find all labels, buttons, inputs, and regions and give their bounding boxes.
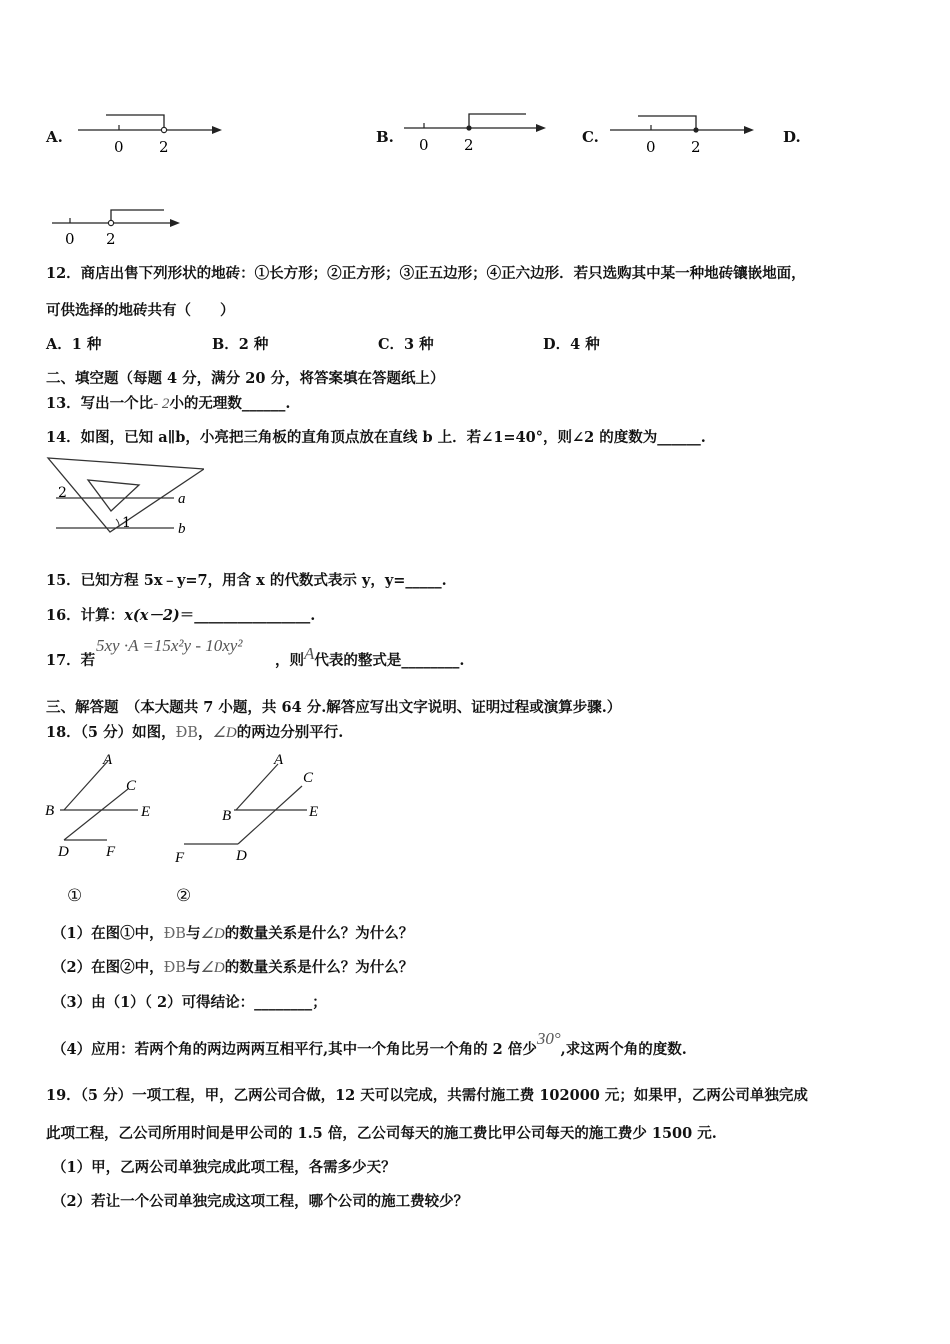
point-f: F: [106, 844, 116, 860]
q17-text: [46, 649, 95, 670]
q17-suffix: 代表的整式是________.: [314, 652, 465, 669]
sub4-math: 30°: [536, 1029, 561, 1048]
q13-suffix: 小的无理数______.: [169, 395, 291, 412]
q18-figure-2: [172, 748, 332, 868]
q16-expr: x(x－2): [124, 607, 180, 624]
point-d: D: [236, 848, 247, 864]
point-e: E: [141, 804, 151, 820]
q18-sub1: [52, 922, 413, 943]
q17-math: 5xy ·A =15x²y - 10xy²: [96, 636, 243, 655]
sub1-angle-d: ∠D: [200, 926, 225, 942]
sub2-mid: 与: [185, 959, 201, 976]
q12-option-a: A．1 种: [46, 336, 102, 353]
q16-suffix: ＝________________.: [179, 607, 316, 624]
tick-2: 2: [464, 136, 474, 154]
q17-prefix: 17．若: [46, 652, 96, 669]
tick-2: 2: [106, 230, 116, 248]
q11-option-d-label: D.: [783, 128, 801, 146]
sub2-suffix: 的数量关系是什么？为什么？: [224, 959, 414, 976]
tick-2: 2: [691, 138, 701, 156]
q13-prefix: 13．写出一个比: [46, 395, 154, 412]
section-3-heading: 三、解答题 （本大题共 7 小题，共 64 分.解答应写出文字说明、证明过程或演算步骤.）: [46, 699, 622, 716]
sub1-prefix: （1）在图①中，: [52, 925, 164, 942]
q19-line1: 19．（5 分）一项工程，甲，乙两公司合做，12 天可以完成，共需付施工费 102000 元；如果甲，乙两公司单独完成: [46, 1087, 808, 1104]
angle-2-label: 2: [58, 485, 67, 501]
sub2-angle-b: ÐB: [163, 960, 186, 976]
sub1-suffix: 的数量关系是什么？为什么？: [224, 925, 414, 942]
q18-figure-1: [40, 748, 175, 863]
q18-suffix: 的两边分别平行.: [236, 724, 344, 741]
q12-option-d: D．4 种: [543, 336, 600, 353]
q19-sub2: （2）若让一个公司单独完成这项工程，哪个公司的施工费较少？: [52, 1193, 469, 1210]
tick-0: 0: [114, 138, 124, 156]
q11-number-line-b: [402, 108, 552, 158]
sub1-angle-b: ÐB: [163, 926, 186, 942]
q18-text: [46, 721, 343, 742]
q11-option-c-label: C.: [582, 128, 599, 146]
point-c: C: [126, 778, 137, 794]
sub2-angle-d: ∠D: [200, 960, 225, 976]
figure-caption-2: ②: [176, 886, 192, 906]
q18-sep: ，: [197, 724, 213, 741]
q12-option-b: B．2 种: [212, 336, 269, 353]
q11-number-line-a: [76, 108, 226, 158]
q18-prefix: 18．（5 分）如图，: [46, 724, 176, 741]
line-b-label: b: [178, 521, 186, 537]
q12-text-line1: 12．商店出售下列形状的地砖：①长方形；②正方形；③正五边形；④正六边形．若只选购其中某一种地砖镶嵌地面，: [46, 265, 806, 282]
q18-angle-b: ÐB: [175, 725, 198, 741]
q15-text: 15．已知方程 5x﹣y=7，用含 x 的代数式表示 y，y=_____.: [46, 572, 447, 589]
q14-triangle-figure: [44, 455, 204, 540]
q19-line2: 此项工程，乙公司所用时间是甲公司的 1.5 倍，乙公司每天的施工费比甲公司每天的施工费少 1500 元.: [46, 1125, 717, 1142]
point-a: A: [274, 752, 284, 768]
q18-sub4: [52, 1029, 687, 1059]
tick-0: 0: [646, 138, 656, 156]
q18-sub2: [52, 956, 413, 977]
q18-sub3: （3）由（1）（ 2）可得结论：________；: [52, 994, 327, 1011]
q14-text: 14．如图，已知 a∥b，小亮把三角板的直角顶点放在直线 b 上．若∠1=40°，则∠2 的度数为______.: [46, 429, 706, 446]
q11-number-line-c: [608, 108, 758, 158]
q11-option-b-label: B.: [376, 128, 394, 146]
angle-1-label: 1: [122, 515, 131, 531]
q13-text: [46, 392, 291, 413]
q12-option-c: C．3 种: [378, 336, 434, 353]
point-d: D: [58, 844, 69, 860]
sub4-prefix: （4）应用：若两个角的两边两两互相平行,其中一个角比另一个角的 2 倍少: [52, 1041, 537, 1058]
line-a-label: a: [178, 491, 186, 507]
point-e: E: [309, 804, 319, 820]
q19-sub1: （1）甲，乙两公司单独完成此项工程，各需多少天？: [52, 1159, 396, 1176]
q13-math: - 2: [153, 396, 170, 412]
tick-0: 0: [419, 136, 429, 154]
point-b: B: [45, 803, 55, 819]
section-2-heading: 二、填空题（每题 4 分，满分 20 分，将答案填在答题纸上）: [46, 370, 445, 387]
q11-option-a-label: A.: [46, 128, 63, 146]
tick-2: 2: [159, 138, 169, 156]
sub1-mid: 与: [185, 925, 201, 942]
figure-caption-1: ①: [67, 886, 83, 906]
q17-rest: [275, 644, 465, 670]
q12-text-line2: 可供选择的地砖共有（ ）: [46, 302, 235, 319]
q17-var: A: [304, 644, 315, 663]
q18-angle-d: ∠D: [212, 725, 237, 741]
q16-prefix: 16．计算：: [46, 607, 125, 624]
point-b: B: [222, 808, 232, 824]
q16-text: [46, 604, 315, 625]
tick-0: 0: [65, 230, 75, 248]
sub2-prefix: （2）在图②中，: [52, 959, 164, 976]
point-a: A: [103, 752, 113, 768]
point-c: C: [303, 770, 314, 786]
q17-mid: ，则: [275, 652, 304, 669]
point-f: F: [175, 850, 185, 866]
q11-number-line-d: [50, 203, 200, 253]
sub4-suffix: ,求这两个角的度数.: [560, 1041, 687, 1058]
